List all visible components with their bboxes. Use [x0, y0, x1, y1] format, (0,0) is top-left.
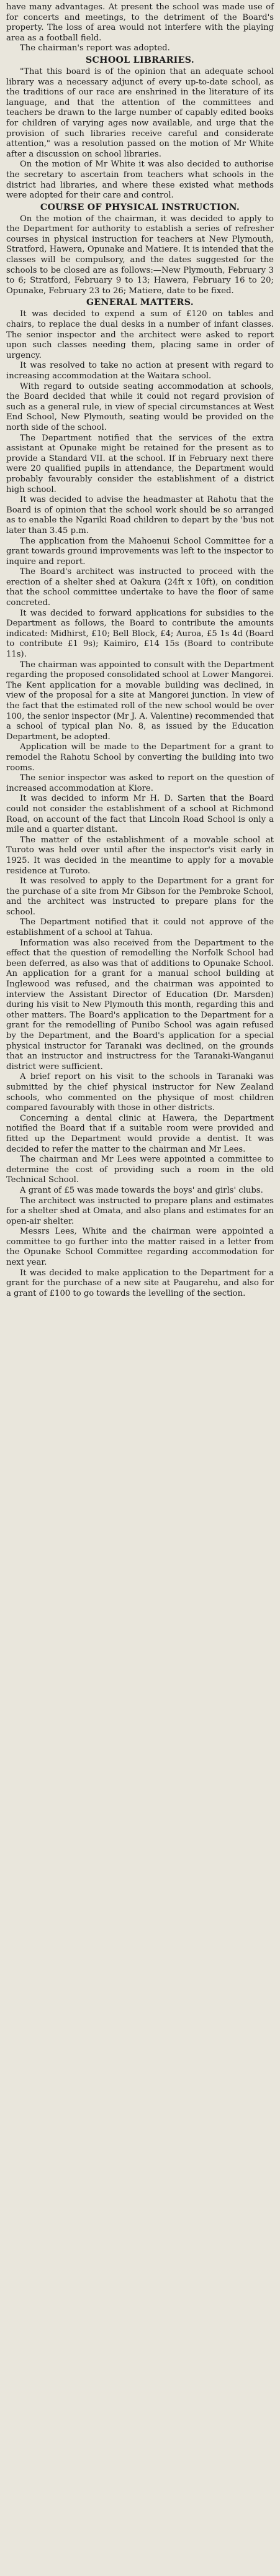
article-paragraph: A brief report on his visit to the schools in Taranaki was submitted by the chief physical instructor for New Zealand schools, who commented on the physique of most children compared favourably with those in other districts. [6, 1072, 274, 1113]
section-heading: SCHOOL LIBRARIES. [86, 55, 194, 65]
article-paragraph: A grant of £5 was made towards the boys' and girls' clubs. [20, 1185, 263, 1195]
article-paragraph: The senior inspector was asked to report on the question of increased accommodation at Kiore. [6, 773, 274, 793]
article-paragraph: Information was also received from the Department to the effect that the question of remodelling the Norfolk School had been deferred, as also was that of additions to Opunake School. An application for a grant for a manual school building at Inglewood was refused, and the chairman was appointed to interview the Assistant Director of Education (Dr. Marsden) during his visit to New Plymouth this month, regarding this and other matters. The Board's application to the Department for a grant for the remodelling of Punibo School was again refused by the Department, and the Board's application for a special physical instructor for Taranaki was declined, on the grounds that an instructor and instructress for the Taranaki-Wanganui district were sufficient. [6, 938, 274, 1072]
article-paragraph: The application from the Mahoenui School Committee for a grant towards ground improvements was left to the inspector to inquire and report. [6, 536, 274, 567]
section-heading: GENERAL MATTERS. [86, 298, 194, 308]
article-paragraph: It was decided to inform Mr H. D. Sarten that the Board could not consider the establishment of a school at Richmond Road, on account of the fact that Lincoln Road School is only a mile and a quarter distant. [6, 794, 274, 835]
article-paragraph: The Department notified that it could not approve of the establishment of a school at Tahua. [6, 917, 274, 938]
article-paragraph: Messrs Lees, White and the chairman were appointed a committee to go further into the matter raised in a letter from the Opunake School Committee regarding accommodation for next year. [6, 1227, 274, 1268]
article-paragraph: It was resolved to take no action at present with regard to increasing accommodation at the Waitara school. [6, 361, 274, 381]
article-paragraph: The Department notified that the services of the extra assistant at Opunake might be retained for the present as to provide a Standard VII. at the school. If in February next there were 20 qualified pupils in attendance, the Department would probably favourably consider the establishment of a district high school. [6, 433, 274, 494]
article-paragraph: It was decided to advise the headmaster at Rahotu that the Board is of opinion that the school work should be so arranged as to enable the Ngariki Road children to depart by the 'bus not later than 3.45 p.m. [6, 495, 274, 535]
article-paragraph: The Board's architect was instructed to proceed with the erection of a shelter shed at Oakura (24ft x 10ft), on condition that the school committee undertake to have the floor of same concreted. [6, 567, 274, 608]
article-paragraph: "That this board is of the opinion that an adequate school library was a necessary adjunct of every up-to-date school, as the traditions of our race are enshrined in the literature of its language, and that the attention of the committees and teachers be drawn to the large number of capably edited books for children of varying ages now available, and urge that the provision of such libraries receive careful and considerate attention," was a resolution passed on the motion of Mr White after a discussion on school libraries. [6, 66, 274, 159]
article-paragraph: The chairman was appointed to consult with the Department regarding the proposed consolidated school at Lower Mangorei. The Kent application for a movable building was declined, in view of the proposal for a site at Mangorei junction. In view of the fact that the estimated roll of the new school would be over 100, the senior inspector (Mr J. A. Valentine) recommended that a school of typical plan No. 8, as issued by the Education Department, be adopted. [6, 660, 274, 742]
article-paragraph: With regard to outside seating accommodation at schools, the Board decided that while it could not regard provision of such as a general rule, in view of special circumstances at West End School, New Plymouth, seating would be provided on the north side of the school. [6, 381, 274, 432]
article-paragraph: It was resolved to apply to the Department for a grant for the purchase of a site from Mr Gibson for the Pembroke School, and the architect was instructed to prepare plans for the school. [6, 876, 274, 917]
article-paragraph: It was decided to forward applications for subsidies to the Department as follows, the Board to contribute the amounts indicated: Midhirst, £10; Bell Block, £4; Auroa, £5 1s 4d (Board to contribute £1 9s); Kaimiro, £14 15s (Board to contribute 11s). [6, 608, 274, 660]
article-paragraph: Concerning a dental clinic at Hawera, the Department notified the Board that if a suitable room were provided and fitted up the Department would provide a dentist. It was decided to refer the matter to the chairman and Mr Lees. [6, 1113, 274, 1154]
article-paragraph: Application will be made to the Department for a grant to remodel the Rahotu School by converting the building into two rooms. [6, 742, 274, 773]
article-paragraph: On the motion of Mr White it was also decided to authorise the secretary to ascertain from teachers what schools in the district had libraries, and where these existed what methods were adopted for their care and control. [6, 160, 274, 201]
article-paragraph: have many advantages. At present the school was made use of for concerts and meetings, to the detriment of the Board's property. The loss of area would not interfere with the playing area as a football field. [6, 2, 274, 43]
article-paragraph: The architect was instructed to prepare plans and estimates for a shelter shed at Omata, and also plans and estimates for an open-air shelter. [6, 1196, 274, 1226]
section-heading: COURSE OF PHYSICAL INSTRUCTION. [40, 202, 240, 212]
article-paragraph: The chairman's report was adopted. [20, 43, 170, 53]
article-paragraph: The chairman and Mr Lees were appointed a committee to determine the cost of providing such a room in the old Technical School. [6, 1155, 274, 1185]
article-paragraph: It was decided to expend a sum of £120 on tables and chairs, to replace the dual desks in a number of infant classes. The senior inspector and the architect were asked to report upon such classes needing them, placing same in order of urgency. [6, 309, 274, 360]
article-paragraph: It was decided to make application to the Department for a grant for the purchase of a new site at Paugarehu, and also for a grant of £100 to go towards the levelling of the section. [6, 1268, 274, 1298]
article-paragraph: On the motion of the chairman, it was decided to apply to the Department for authority to establish a series of refresher courses in physical instruction for teachers at New Plymouth, Stratford, Hawera, Opunake and Matiere. It is intended that the classes will be compulsory, and the dates suggested for the schools to be closed are as follows:—New Plymouth, February 3 to 6; Stratford, February 9 to 13; Hawera, February 16 to 20; Opunake, February 23 to 26; Matiere, date to be fixed. [6, 214, 274, 296]
article-paragraph: The matter of the establishment of a movable school at Turoto was held over until after the inspector's visit early in 1925. It was decided in the meantime to apply for a movable residence at Turoto. [6, 835, 274, 876]
